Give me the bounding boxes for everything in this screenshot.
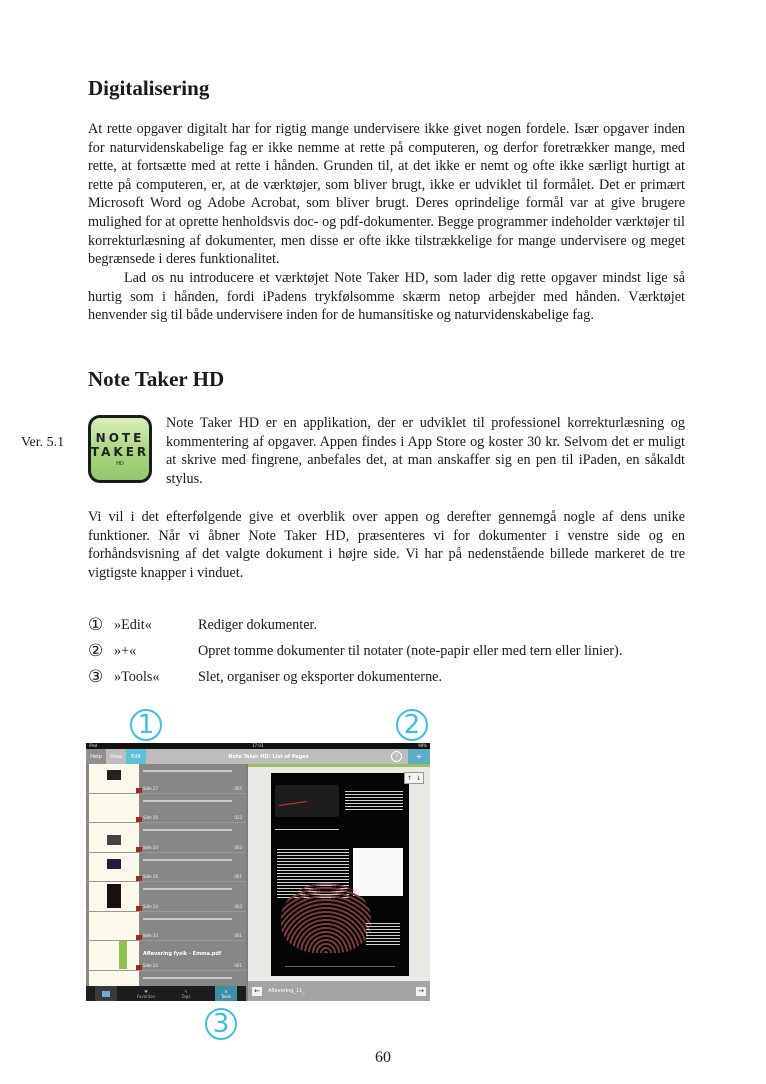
app-description: Note Taker HD er en applikation, der er udviklet til professionel korrekturlæsning og kommentering af opgaver. Appen findes i App Store og koster 30 kr. Selvom det er muligt at skrive med fingrene, anbefales det, at man anskaffer sig en pen til iPaden, en såkaldt stylus. (166, 415, 685, 487)
paragraph-introduction: Lad os nu introducere et værktøjet Note Taker HD, som lader dig rette opgaver mindst lige så hurtig som i hånden, fordi iPadens trykfølsomme skærm netop arbejder med hånden. Værktøjet henvender sig til både undervisere inden for de humansitiske og naturvidenskabelige fag. (88, 270, 685, 324)
list-item[interactable]: Side 33 001 (86, 912, 246, 942)
bottom-tab-bar (86, 986, 246, 1001)
heart-icon: ♥ (144, 988, 148, 994)
document-preview (248, 764, 430, 1001)
list-item[interactable]: Side 24 003 (86, 882, 246, 912)
preview-page (271, 773, 409, 976)
previous-document-button[interactable]: ← (252, 987, 262, 996)
section-heading-note-taker: Note Taker HD (88, 367, 225, 391)
status-battery: 98% (418, 743, 427, 748)
legend-key: »Edit« (114, 616, 152, 633)
preview-filename: Aflevering_11_ (268, 988, 305, 994)
legend-key: »Tools« (114, 668, 160, 685)
legend-desc: Rediger dokumenter. (198, 616, 317, 633)
tag-icon: ✎ (184, 988, 188, 994)
document-list (86, 764, 246, 986)
callout-3: 3 (205, 1008, 237, 1040)
paragraph-digitalisering: At rette opgaver digitalt har for rigtig mange undervisere ikke givet nogen fordele. Især opgaver inden for naturvidenskabelige fag er ikke nemme at rette på computeren, og derfor foretrækker mange, med rette, at fortsætte med at rette i hånden. Grunden til, at det ikke er nemt og ofte ikke særligt hurtigt at rette på computeren, er, at de værktøjer, som bliver brugt, ikke er udviklet til formålet. Det er primært Microsoft Word og Adobe Acrobat, som bliver brugt. Deres oprindelige formål var at give brugere mulighed for at oprette henholdsvis doc- og pdf-dokumenter. Begge programmer indeholder værktøjer til korrekturlæsning af dokumenter, men disse er ofte ikke tilstrækkelige for mange undervisere og meget begrænsede i deres funktionalitet. (88, 121, 685, 268)
paragraph-overview: Vi vil i det efterfølgende give et overblik over appen og derefter gennemgå nogle af dens unike funktioner. Når vi åbner Note Taker HD, præsenteres vi for dokumenter i venstre side og en forhåndsvisning af det valgte dokument i højre side. Vi har på nedenstående billede markeret de tre vigtigste knapper i vinduet. (88, 509, 685, 581)
list-item[interactable]: Side 26 001 (86, 853, 246, 883)
callout-1: 1 (130, 709, 162, 741)
tab-tags[interactable]: ✎ Tags (181, 988, 191, 999)
app-screenshot (86, 743, 430, 1001)
app-icon-text: TAKER (90, 445, 150, 459)
circled-number: ① (88, 615, 104, 634)
legend-desc: Slet, organiser og eksporter dokumenterne. (198, 668, 443, 685)
status-time: 17:03 (251, 743, 264, 748)
circled-number: ② (88, 641, 104, 660)
legend-row (88, 664, 622, 690)
edit-button[interactable]: Edit (126, 749, 146, 764)
legend-row (88, 612, 622, 638)
view-button[interactable]: View (110, 753, 122, 760)
app-icon-text: HD (116, 461, 124, 467)
note-taker-app-icon (88, 415, 152, 483)
legend-row (88, 638, 622, 664)
circled-number: ③ (88, 667, 104, 686)
section-heading-digitalisering: Digitalisering (88, 76, 210, 100)
next-document-button[interactable]: → (416, 987, 426, 996)
callout-2: 2 (396, 709, 428, 741)
list-item[interactable]: Side 24 002 (86, 823, 246, 853)
help-button[interactable]: Help (86, 749, 106, 764)
list-item[interactable]: Aflevering fysik - Emma.pdf Side 22 001 (86, 941, 246, 971)
tab-documents[interactable] (95, 986, 117, 1001)
toolbar-title: Note Taker HD: List of Pages (228, 753, 309, 760)
app-toolbar (86, 749, 430, 764)
list-item[interactable]: Side 27 005 (86, 764, 246, 794)
page-nav-arrows[interactable]: ↑ ↓ (404, 772, 424, 784)
add-document-button[interactable]: + (408, 749, 430, 764)
tools-icon: ✕ (224, 988, 228, 994)
list-item[interactable]: Side 26 023 (86, 794, 246, 824)
legend-desc: Opret tomme dokumenter til notater (note-papir eller med tern eller linier). (198, 642, 623, 659)
button-legend (88, 612, 622, 690)
help-question-icon[interactable]: ? (391, 751, 402, 762)
version-label: Ver. 5.1 (21, 435, 65, 450)
tab-tools[interactable]: ✕ Tools (215, 986, 237, 1001)
tab-favorites[interactable]: ♥ Favorites (136, 988, 156, 999)
page-number: 60 (375, 1049, 391, 1066)
status-device: iPad (89, 743, 98, 748)
legend-key: »+« (114, 642, 137, 659)
preview-footer (248, 981, 430, 1001)
app-icon-text: NOTE (95, 431, 145, 445)
